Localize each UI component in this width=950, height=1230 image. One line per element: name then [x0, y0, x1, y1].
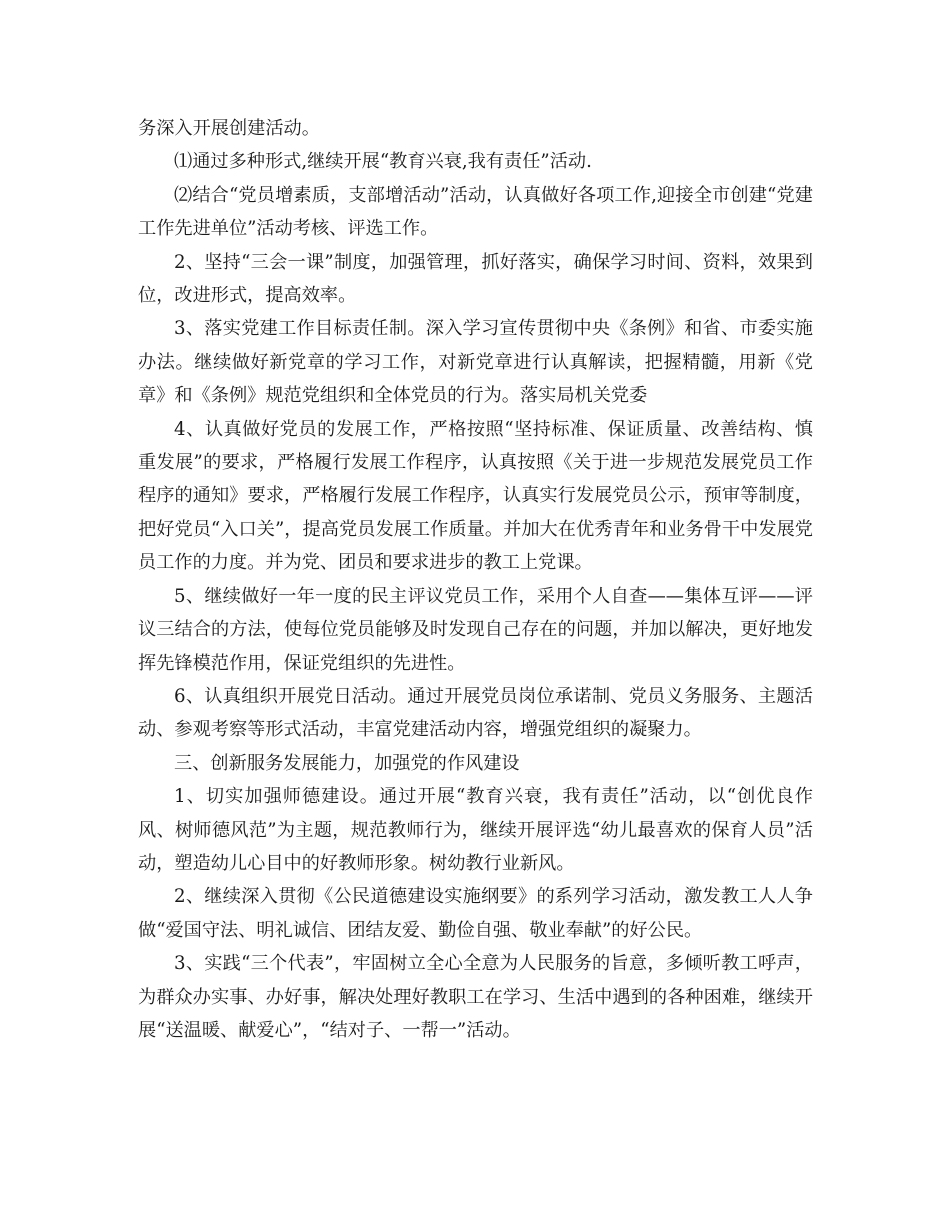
document-body — [138, 112, 813, 1047]
paragraph-10: 1、切实加强师德建设。通过开展“教育兴衰，我有责任”活动，以“创优良作风、树师德风范”为主题，规范教师行为，继续开展评选“幼儿最喜欢的保育人员”活动，塑造幼儿心目中的好教师形象。树幼教行业新风。 — [138, 786, 813, 874]
paragraph-2: ⑴通过多种形式,继续开展“教育兴衰,我有责任”活动. — [174, 151, 592, 173]
paragraph-11: 2、继续深入贯彻《公民道德建设实施纲要》的系列学习活动，激发教工人人争做“爱国守法、明礼诚信、团结友爱、勤俭自强、敬业奉献”的好公民。 — [138, 886, 813, 941]
paragraph-4: 2、坚持“三会一课”制度，加强管理，抓好落实，确保学习时间、资料，效果到位，改进形式，提高效率。 — [138, 251, 813, 307]
paragraph-3: ⑵结合“党员增素质，支部增活动”活动，认真做好各项工作,迎接全市创建“党建工作先进单位”活动考核、评选工作。 — [138, 184, 813, 240]
paragraph-5: 3、落实党建工作目标责任制。深入学习宣传贯彻中央《条例》和省、市委实施办法。继续做好新党章的学习工作，对新党章进行认真解读，把握精髓，用新《党章》和《条例》规范党组织和全体党员的行为。落实局机关党委 — [138, 318, 813, 407]
paragraph-8: 6、认真组织开展党日活动。通过开展党员岗位承诺制、党员义务服务、主题活动、参观考察等形式活动，丰富党建活动内容，增强党组织的凝聚力。 — [138, 685, 813, 741]
paragraph-6: 4、认真做好党员的发展工作，严格按照“坚持标准、保证质量、改善结构、慎重发展”的要求，严格履行发展工作程序，认真按照《关于进一步规范发展党员工作程序的通知》要求，严格履行发展工作程序，认真实行发展党员公示，预审等制度，把好党员“入口关”，提高党员发展工作质量。并加大在优秀青年和业务骨干中发展党员工作的力度。并为党、团员和要求进步的教工上党课。 — [138, 418, 813, 574]
paragraph-1: 务深入开展创建活动。 — [138, 118, 320, 139]
paragraph-7: 5、继续做好一年一度的民主评议党员工作，采用个人自查——集体互评——评议三结合的方法，使每位党员能够及时发现自己存在的问题，并加以解决，更好地发挥先锋模范作用，保证党组织的先进性。 — [138, 585, 813, 674]
paragraph-12: 3、实践“三个代表”，牢固树立全心全意为人民服务的旨意，多倾听教工呼声，为群众办实事、办好事，解决处理好教职工在学习、生活中遇到的各种困难，继续开展“送温暖、献爱心”，“结对子、一帮一”活动。 — [138, 953, 813, 1041]
section-heading: 三、创新服务发展能力，加强党的作风建设 — [174, 752, 520, 774]
